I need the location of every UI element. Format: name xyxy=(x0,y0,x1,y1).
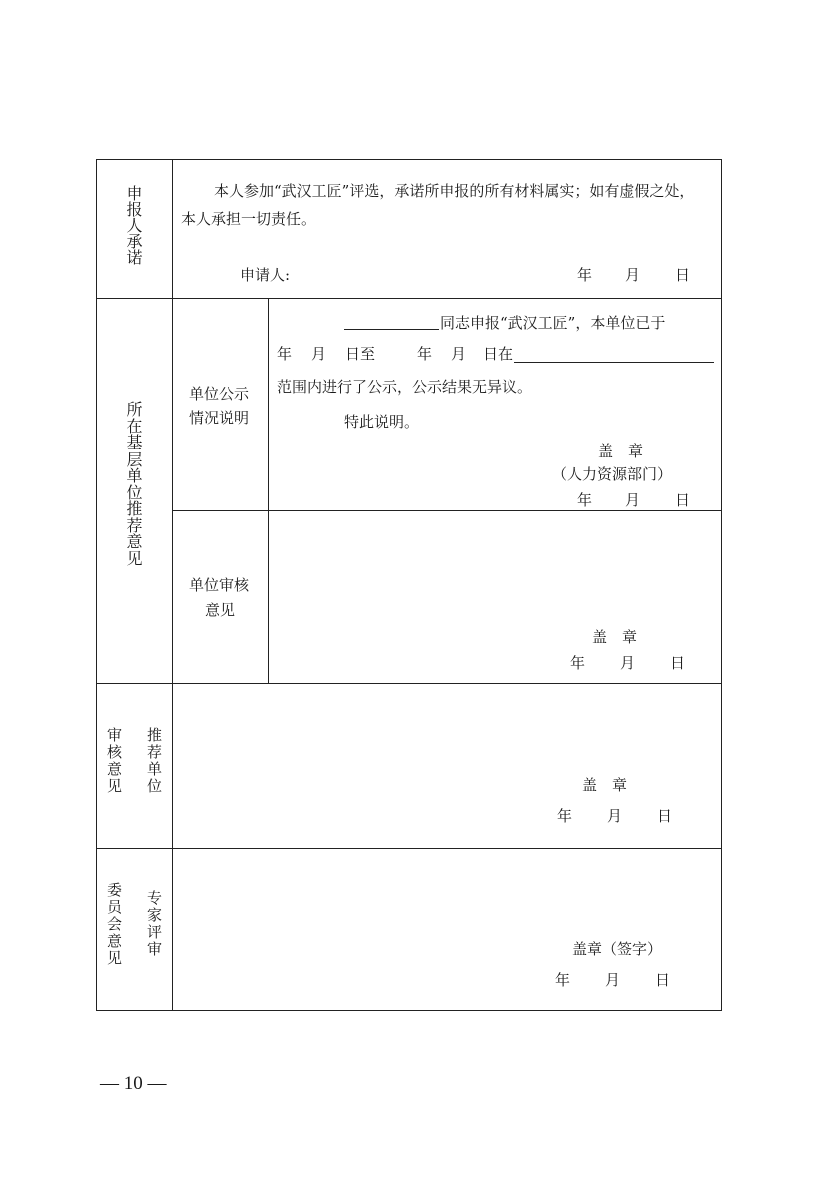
date-year: 年 xyxy=(570,654,586,672)
publicity-end-day: 日在 xyxy=(483,345,514,363)
hr-department-label: （人力资源部门） xyxy=(552,465,673,483)
date-day: 日 xyxy=(675,266,691,284)
review-seal: 盖 章 xyxy=(592,628,638,646)
review-label-line2: 意见 xyxy=(205,601,236,619)
review-label-line1: 单位审核 xyxy=(189,576,250,594)
recommending-unit-label-col2: 审核意见 xyxy=(106,726,122,795)
publicity-line4: 特此说明。 xyxy=(344,413,420,431)
date-day: 日 xyxy=(670,654,686,672)
date-month: 月 xyxy=(607,807,623,825)
scope-blank-underline xyxy=(514,362,714,363)
date-day: 日 xyxy=(655,971,671,989)
date-day: 日 xyxy=(657,807,673,825)
table-divider xyxy=(172,160,173,1011)
publicity-label-line2: 情况说明 xyxy=(189,409,250,427)
date-month: 月 xyxy=(625,491,641,509)
publicity-line3: 范围内进行了公示，公示结果无异议。 xyxy=(277,378,533,396)
unit-recommendation-section-label: 所在基层单位推荐意见 xyxy=(126,400,143,568)
publicity-start-year: 年 xyxy=(277,345,293,363)
publicity-start-month: 月 xyxy=(311,345,327,363)
expert-committee-label-col1: 专家评审 xyxy=(146,889,162,958)
expert-committee-label-col2: 委员会意见 xyxy=(106,881,122,967)
recommending-unit-label-col1: 推荐单位 xyxy=(146,726,162,795)
commitment-statement-line2: 本人承担一切责任。 xyxy=(181,210,317,228)
publicity-line1: 同志申报“武汉工匠”，本单位已于 xyxy=(440,314,666,332)
publicity-end-month: 月 xyxy=(451,345,467,363)
publicity-seal: 盖 章 xyxy=(598,442,644,460)
expert-seal-signature: 盖章（签字） xyxy=(572,940,663,958)
applicant-signature-label: 申请人: xyxy=(240,266,291,284)
recommending-seal: 盖 章 xyxy=(582,776,628,794)
date-month: 月 xyxy=(625,266,641,284)
date-year: 年 xyxy=(577,491,593,509)
publicity-end-year: 年 xyxy=(417,345,433,363)
table-divider xyxy=(172,510,722,511)
commitment-statement-line1: 本人参加“武汉工匠”评选，承诺所申报的所有材料属实；如有虚假之处， xyxy=(214,182,695,200)
date-month: 月 xyxy=(620,654,636,672)
table-divider xyxy=(96,848,722,849)
table-divider xyxy=(268,298,269,683)
date-year: 年 xyxy=(557,807,573,825)
publicity-label-line1: 单位公示 xyxy=(189,385,250,403)
publicity-start-day: 日至 xyxy=(345,345,376,363)
page-number: — 10 — xyxy=(100,1073,167,1094)
table-divider xyxy=(96,298,722,299)
date-year: 年 xyxy=(577,266,593,284)
table-divider xyxy=(96,683,722,684)
date-year: 年 xyxy=(555,971,571,989)
date-day: 日 xyxy=(675,491,691,509)
date-month: 月 xyxy=(605,971,621,989)
name-blank-underline xyxy=(344,329,439,330)
commitment-section-label: 申报人承诺 xyxy=(126,184,143,267)
